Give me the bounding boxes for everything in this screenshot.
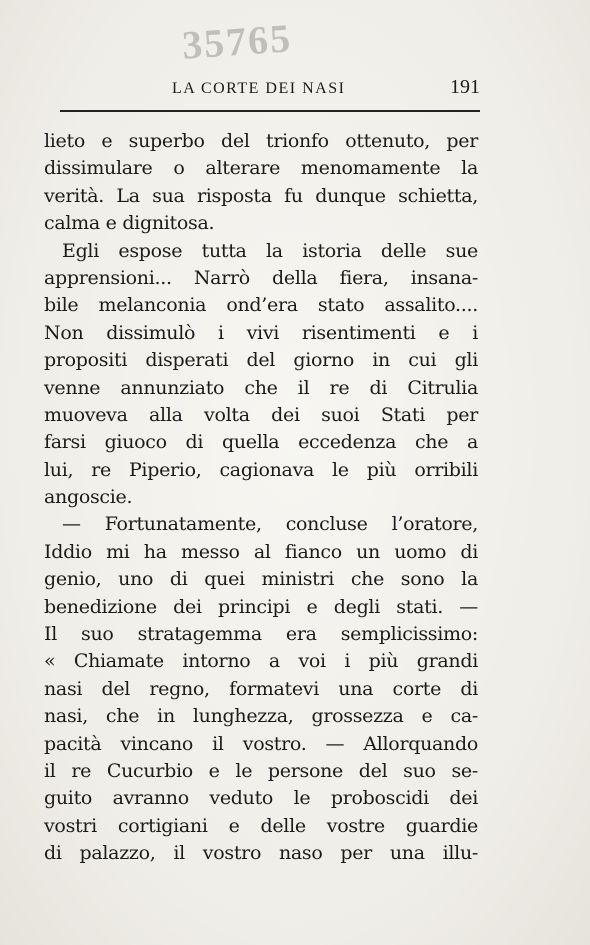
text-line: vostri cortigiani e delle vostre guardie xyxy=(44,814,478,837)
text-line: Iddio mi ha messo al fianco un uomo di xyxy=(44,540,478,563)
running-title: LA CORTE DEI NASI xyxy=(172,80,346,97)
text-line: nasi, che in lunghezza, grossezza e ca- xyxy=(44,705,478,728)
library-stamp: 35765 xyxy=(180,15,294,68)
page-header xyxy=(44,74,484,102)
text-line: bile melanconia ond’era stato assalito.... xyxy=(44,294,478,317)
text-line: Egli espose tutta la istoria delle sue xyxy=(62,239,478,262)
text-line: angoscie. xyxy=(44,486,133,509)
text-line: — Fortunatamente, concluse l’oratore, xyxy=(62,513,478,536)
text-line: venne annunziato che il re di Citrulia xyxy=(44,376,478,399)
text-line: propositi disperati del giorno in cui gli xyxy=(44,349,478,372)
text-line: lui, re Piperio, cagionava le più orribili xyxy=(44,458,478,481)
text-line: di palazzo, il vostro naso per una illu- xyxy=(44,842,478,865)
text-line: « Chiamate intorno a voi i più grandi xyxy=(44,650,478,673)
text-line: guito avranno veduto le proboscidi dei xyxy=(44,787,478,810)
text-line: il re Cucurbio e le persone del suo se- xyxy=(44,759,478,782)
text-line: dissimulare o alterare menomamente la xyxy=(44,157,478,180)
text-line: benedizione dei principi e degli stati. — xyxy=(44,595,478,618)
header-rule xyxy=(60,110,480,112)
text-line: genio, uno di quei ministri che sono la xyxy=(44,568,478,591)
text-line: nasi del regno, formatevi una corte di xyxy=(44,677,478,700)
text-line: pacità vincano il vostro. — Allorquando xyxy=(44,732,478,755)
text-line: farsi giuoco di quella eccedenza che a xyxy=(44,431,478,454)
text-line: verità. La sua risposta fu dunque schietta, xyxy=(44,184,478,207)
text-line: muoveva alla volta dei suoi Stati per xyxy=(44,403,478,426)
text-line: calma e dignitosa. xyxy=(44,212,215,235)
text-line: Il suo stratagemma era semplicissimo: xyxy=(44,623,478,646)
page-number: 191 xyxy=(450,76,480,98)
body-text xyxy=(44,128,478,868)
text-line: Non dissimulò i vivi risentimenti e i xyxy=(44,321,478,344)
text-line: lieto e superbo del trionfo ottenuto, per xyxy=(44,130,478,152)
text-line: apprensioni... Narrò della fiera, insana- xyxy=(44,266,478,289)
